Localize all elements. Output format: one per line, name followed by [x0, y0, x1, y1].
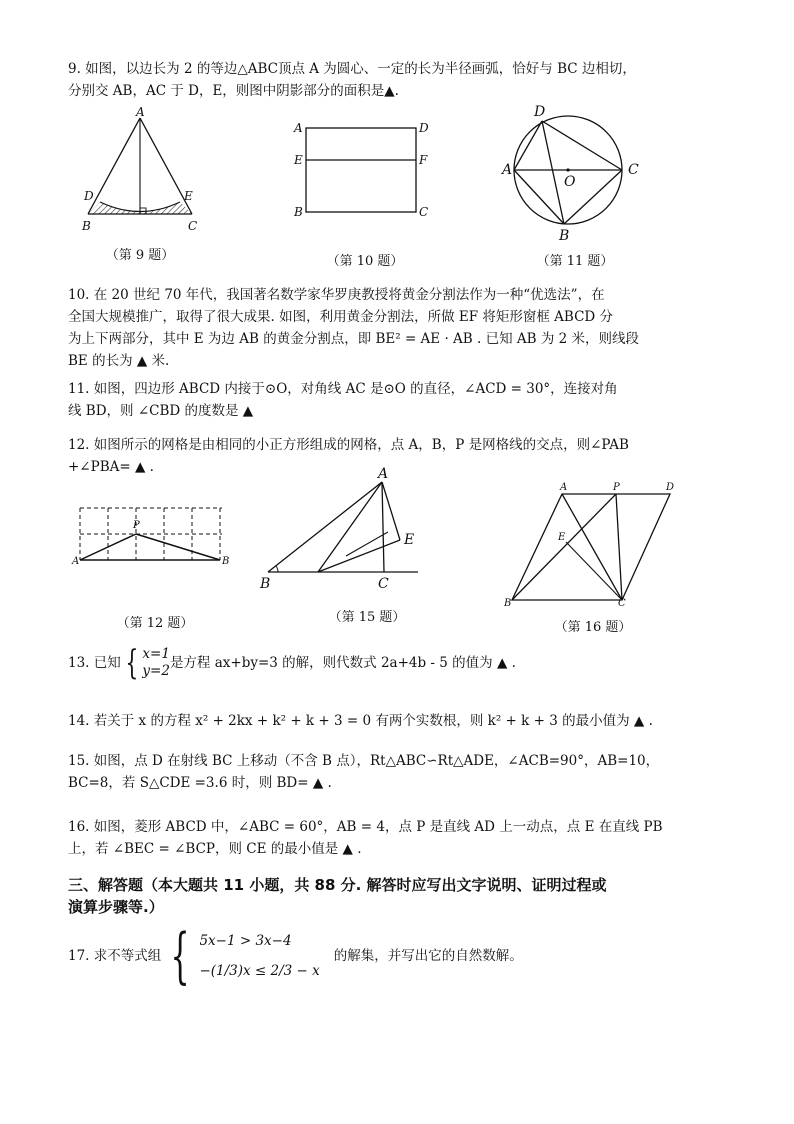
question-13-suffix: 是方程 ax+by=3 的解，则代数式 2a+4b - 5 的值为 ▲ .	[169, 655, 516, 671]
figure-10-caption: （第 10 题）	[326, 254, 404, 269]
section-3-line-1: 三、解答题（本大题共 11 小题，共 88 分. 解答时应写出文字说明、证明过程或	[68, 876, 607, 894]
question-17-inequality-1: 5x−1 > 3x−4	[199, 933, 292, 949]
question-11-line-1: 11. 如图，四边形 ABCD 内接于⊙O，对角线 AC 是⊙O 的直径，∠ACD = 30°，连接对角	[68, 381, 618, 397]
question-12-line-1: 12. 如图所示的网格是由相同的小正方形组成的网格，点 A，B，P 是网格线的交点，则∠PAB	[68, 437, 629, 453]
figure-9-caption: （第 9 题）	[105, 248, 175, 263]
question-13-system-2: y=2	[142, 663, 170, 679]
fig11-label-A: A	[502, 162, 513, 178]
figure-11-caption: （第 11 题）	[536, 254, 614, 269]
section-3-line-2: 演算步骤等.）	[68, 898, 164, 916]
figure-16	[498, 482, 698, 612]
question-10-line-2: 全国大规模推广，取得了很大成果. 如图，利用黄金分割法，所做 EF 将矩形窗框 ABCD 分	[68, 309, 614, 325]
figure-12	[70, 500, 240, 575]
fig10-label-D: D	[419, 121, 429, 135]
question-9-line-1: 9. 如图，以边长为 2 的等边△ABC顶点 A 为圆心、一定的长为半径画弧，恰好与 BC 边相切，	[68, 61, 636, 77]
fig9-label-C: C	[188, 219, 198, 233]
figure-16-caption: （第 16 题）	[554, 620, 632, 635]
fig15-label-A: A	[378, 466, 389, 482]
figure-11	[500, 104, 650, 244]
question-12-line-2: +∠PBA= ▲ .	[68, 459, 154, 475]
question-10-line-4: BE 的长为 ▲ 米.	[68, 353, 170, 369]
fig10-label-A: A	[294, 121, 303, 135]
question-13-prefix: 13. 已知	[68, 655, 121, 671]
fig12-label-P: P	[133, 520, 140, 531]
question-17-suffix: 的解集，并写出它的自然数解。	[333, 948, 523, 964]
figure-10	[292, 120, 432, 220]
fig10-label-C: C	[419, 205, 429, 219]
question-16	[68, 816, 758, 860]
fig16-label-E: E	[558, 532, 566, 543]
question-13-system-1: x=1	[142, 646, 170, 662]
question-14	[68, 710, 758, 732]
question-10	[68, 284, 758, 372]
question-17: 17. 求不等式组 { 5x−1 > 3x−4 −(1/3)x ≤ 2/3 − x 的解集，并写出它的自然数解。	[68, 921, 523, 991]
question-15	[68, 750, 758, 794]
fig16-label-A: A	[560, 482, 568, 493]
fig16-label-D: D	[666, 482, 675, 493]
question-15-line-1: 15. 如图，点 D 在射线 BC 上移动（不含 B 点），Rt△ABC∽Rt△ADE，∠ACB=90°，AB=10，	[68, 753, 660, 769]
section-3-heading	[68, 874, 768, 918]
question-16-line-1: 16. 如图，菱形 ABCD 中，∠ABC = 60°，AB = 4，点 P 是直线 AD 上一动点，点 E 在直线 PB	[68, 819, 663, 835]
question-10-line-1: 10. 在 20 世纪 70 年代，我国著名数学家华罗庚教授将黄金分割法作为一种“优选法”，在	[68, 287, 605, 303]
question-10-line-3: 为上下两部分，其中 E 为边 AB 的黄金分割点，即 BE² = AE · AB . 已知 AB 为 2 米，则线段	[68, 331, 640, 347]
fig11-label-C: C	[628, 162, 639, 178]
fig10-label-F: F	[419, 153, 428, 167]
fig11-label-O: O	[564, 174, 576, 190]
question-17-prefix: 17. 求不等式组	[68, 948, 162, 964]
fig15-label-B: B	[260, 576, 271, 592]
fig15-label-C: C	[378, 576, 389, 592]
question-15-line-2: BC=8，若 S△CDE =3.6 时，则 BD= ▲ .	[68, 775, 332, 791]
question-9	[68, 58, 758, 102]
figure-15-caption: （第 15 题）	[328, 610, 406, 625]
fig9-label-B: B	[82, 219, 91, 233]
question-17-inequality-2: −(1/3)x ≤ 2/3 − x	[199, 963, 320, 979]
figure-15	[258, 466, 428, 592]
fig16-label-P: P	[613, 482, 620, 493]
figure-12-caption: （第 12 题）	[116, 616, 194, 631]
question-14-line-1: 14. 若关于 x 的方程 x² + 2kx + k² + k + 3 = 0 有两个实数根，则 k² + k + 3 的最小值为 ▲ .	[68, 713, 653, 729]
question-16-line-2: 上，若 ∠BEC = ∠BCP，则 CE 的最小值是 ▲ .	[68, 841, 362, 857]
question-9-line-2: 分别交 AB，AC 于 D，E，则图中阴影部分的面积是▲.	[68, 83, 399, 99]
fig12-label-A: A	[72, 556, 80, 567]
fig16-label-B: B	[504, 598, 512, 609]
fig9-label-E: E	[184, 189, 193, 203]
fig9-label-D: D	[84, 189, 94, 203]
fig10-label-B: B	[294, 205, 303, 219]
fig11-label-D: D	[534, 104, 546, 120]
fig12-label-B: B	[222, 556, 230, 567]
fig10-label-E: E	[294, 153, 303, 167]
figure-9	[80, 105, 210, 233]
question-11	[68, 378, 758, 422]
fig15-label-E: E	[404, 532, 415, 548]
fig11-label-B: B	[559, 228, 570, 244]
fig16-label-C: C	[618, 598, 626, 609]
question-11-line-2: 线 BD，则 ∠CBD 的度数是 ▲	[68, 403, 254, 419]
fig9-label-A: A	[136, 105, 145, 119]
question-13: 13. 已知 { x=1 y=2 是方程 ax+by=3 的解，则代数式 2a+4b - 5 的值为 ▲ .	[68, 643, 516, 683]
